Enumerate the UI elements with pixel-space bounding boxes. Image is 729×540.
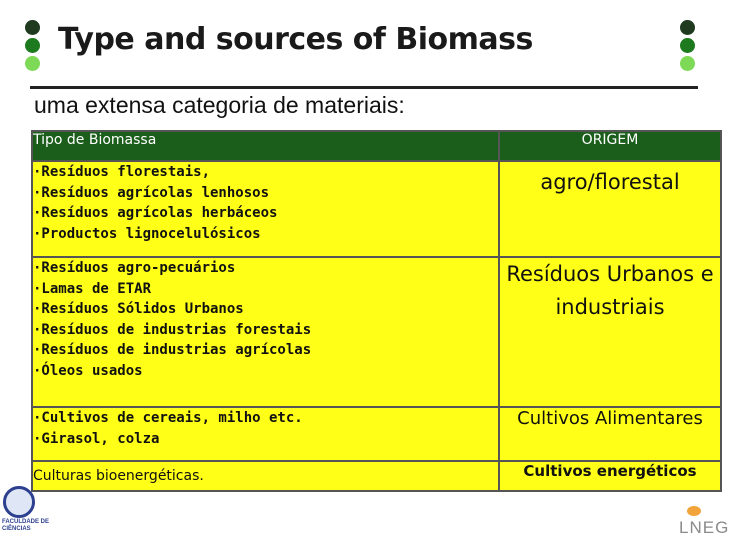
emblem-icon xyxy=(3,486,35,518)
table-row xyxy=(32,407,721,461)
biomass-type-cell xyxy=(32,407,499,461)
dot-icon xyxy=(680,56,695,71)
header-biomass-type: Tipo de Biomassa xyxy=(32,131,499,161)
list-item: ·Resíduos agrícolas herbáceos xyxy=(33,205,278,221)
list-item: ·Girasol, colza xyxy=(33,430,160,447)
list-item: ·Cultivos de cereais, milho etc. xyxy=(33,410,303,426)
origin-cell: Resíduos Urbanos e industriais xyxy=(499,257,721,407)
dot-icon xyxy=(680,38,695,53)
dot-icon xyxy=(25,56,40,71)
list-item: ·Resíduos Sólidos Urbanos xyxy=(33,301,244,317)
lneg-logo xyxy=(673,506,729,540)
origin-cell: agro/florestal xyxy=(499,161,721,257)
origin-cell: Cultivos Alimentares xyxy=(499,407,721,461)
list-item: ·Resíduos agrícolas lenhosos xyxy=(33,184,270,201)
title-divider xyxy=(30,86,698,89)
list-item: ·Resíduos de industrias forestais xyxy=(33,321,312,338)
biomass-type-cell xyxy=(32,161,499,257)
biomass-type-cell xyxy=(32,461,499,491)
dot-icon xyxy=(25,20,40,35)
table-row xyxy=(32,461,721,491)
list-item: ·Resíduos florestais, xyxy=(33,164,211,180)
biomass-table xyxy=(31,130,722,492)
decorative-dots-left xyxy=(25,20,43,74)
logo-text: FACULDADE DE CIÊNCIAS xyxy=(2,519,50,532)
table-row xyxy=(32,257,721,407)
university-logo xyxy=(0,483,58,540)
slide-subtitle: uma extensa categoria de materiais: xyxy=(34,92,405,118)
logo-text: LNEG xyxy=(679,518,729,537)
header-origin: ORIGEM xyxy=(499,131,721,161)
list-item: ·Resíduos agro-pecuários xyxy=(33,260,236,276)
list-item: ·Resíduos de industrias agrícolas xyxy=(33,342,312,358)
list-item: ·Óleos usados xyxy=(33,362,143,379)
dot-icon xyxy=(680,20,695,35)
biomass-type-cell xyxy=(32,257,499,407)
swirl-icon xyxy=(687,506,701,516)
dot-icon xyxy=(25,38,40,53)
list-item: ·Productos lignocelulósicos xyxy=(33,225,261,242)
list-item: Culturas bioenergéticas. xyxy=(33,468,204,484)
table-header-row xyxy=(32,131,721,161)
decorative-dots-right xyxy=(680,20,698,74)
origin-cell: Cultivos energéticos xyxy=(499,461,721,491)
slide-title: Type and sources of Biomass xyxy=(58,22,533,57)
table-row xyxy=(32,161,721,257)
list-item: ·Lamas de ETAR xyxy=(33,280,152,297)
